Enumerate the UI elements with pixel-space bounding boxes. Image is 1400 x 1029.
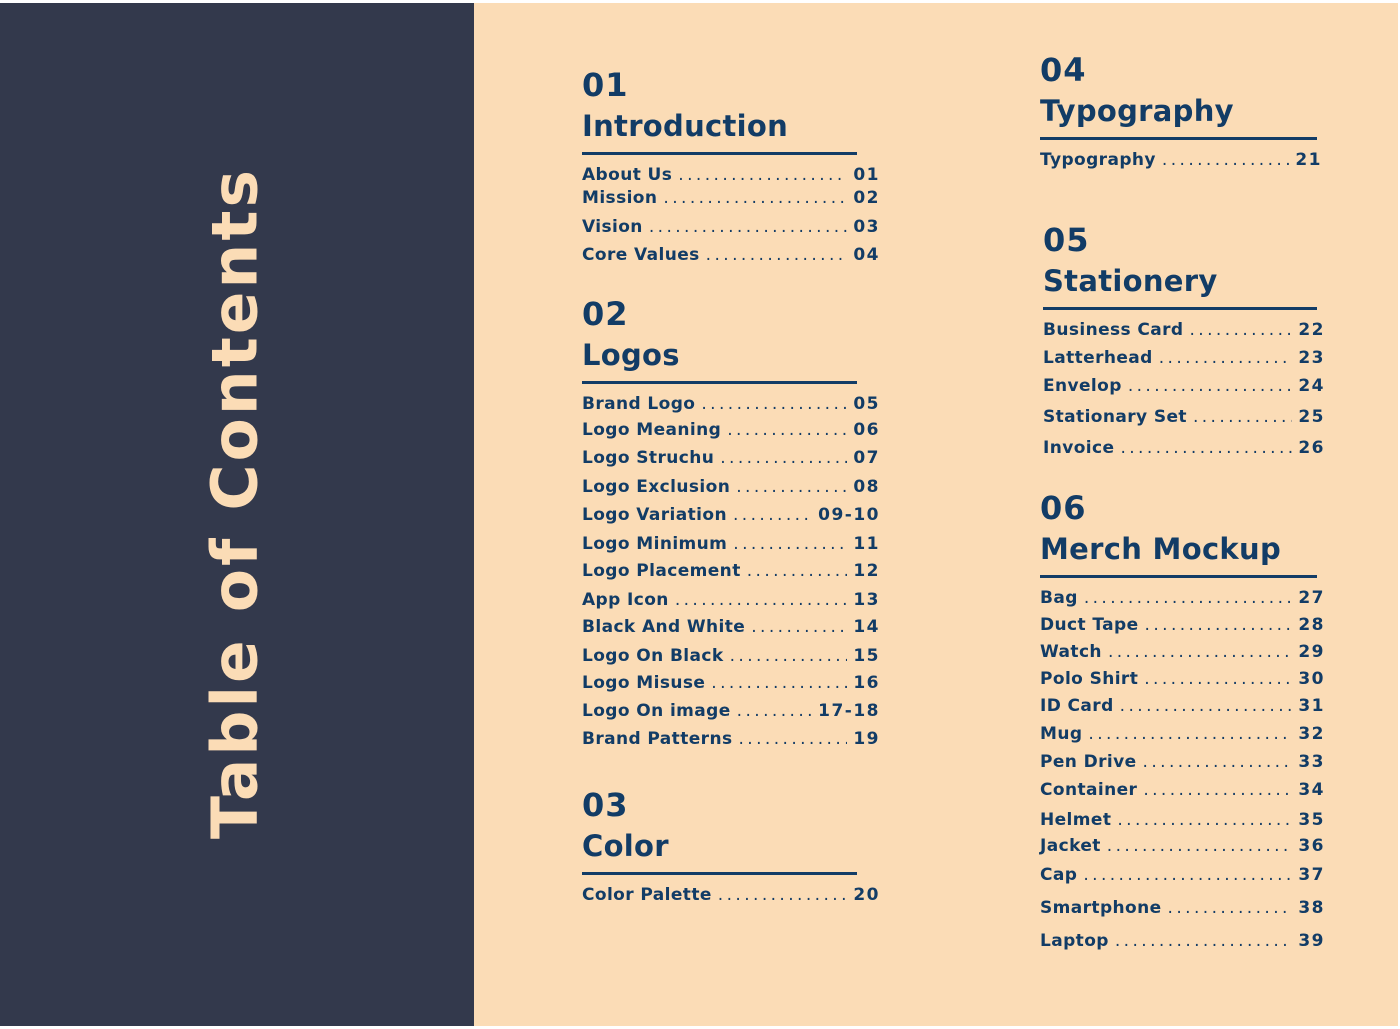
section-entries <box>582 165 880 273</box>
entry-page-number: 29 <box>1298 642 1325 662</box>
entry-label: Color Palette <box>582 885 712 905</box>
toc-entry <box>1040 642 1325 669</box>
toc-entry <box>1040 669 1325 696</box>
dot-leader <box>1128 376 1293 396</box>
dot-leader <box>1088 724 1292 744</box>
entry-page-number: 20 <box>853 885 880 905</box>
dot-leader <box>733 505 812 525</box>
entry-label: Black And White <box>582 617 746 637</box>
dot-leader <box>1143 752 1293 772</box>
toc-entry <box>582 477 880 505</box>
entry-page-number: 01 <box>853 165 880 185</box>
dot-leader <box>1145 615 1293 635</box>
toc-entry <box>1043 348 1325 376</box>
dot-leader <box>1108 642 1292 662</box>
entry-page-number: 12 <box>853 561 880 581</box>
section-title: Stationery <box>1043 264 1218 298</box>
entry-label: Logo Meaning <box>582 420 722 440</box>
section-title: Typography <box>1040 94 1234 128</box>
toc-entry <box>1043 320 1325 348</box>
toc-entry <box>582 534 880 561</box>
toc-entry <box>582 165 880 188</box>
section-number: 01 <box>582 66 629 104</box>
dot-leader <box>733 534 847 554</box>
entry-label: Cap <box>1040 865 1078 885</box>
dot-leader <box>675 590 848 610</box>
dot-leader <box>747 561 848 581</box>
section-number: 03 <box>582 786 629 824</box>
entry-label: ID Card <box>1040 696 1114 716</box>
entry-label: Brand Logo <box>582 394 696 414</box>
section-title: Merch Mockup <box>1040 532 1282 566</box>
entry-label: Logo Minimum <box>582 534 728 554</box>
entry-label: Envelop <box>1043 376 1122 396</box>
section-entries <box>582 885 880 911</box>
entry-page-number: 34 <box>1298 780 1325 800</box>
toc-entry <box>1040 752 1325 780</box>
toc-entry <box>582 420 880 448</box>
entry-page-number: 36 <box>1298 836 1325 856</box>
dot-leader <box>1117 810 1292 830</box>
section-divider <box>582 152 857 155</box>
entry-label: Core Values <box>582 245 700 265</box>
entry-label: Logo On image <box>582 701 731 721</box>
dot-leader <box>701 394 847 414</box>
entry-label: Logo Misuse <box>582 673 706 693</box>
toc-entry <box>1040 780 1325 810</box>
entry-page-number: 11 <box>853 534 880 554</box>
toc-entry <box>1040 865 1325 898</box>
entry-label: Vision <box>582 217 643 237</box>
section-typography <box>1040 51 1322 176</box>
toc-entry <box>582 561 880 590</box>
section-entries <box>582 394 880 757</box>
dot-leader <box>718 885 848 905</box>
entry-page-number: 23 <box>1298 348 1325 368</box>
entry-page-number: 08 <box>853 477 880 497</box>
toc-entry <box>1043 438 1325 468</box>
toc-entry <box>582 673 880 701</box>
section-stationery <box>1043 221 1325 468</box>
dot-leader <box>663 188 847 208</box>
entry-label: Mission <box>582 188 658 208</box>
entry-page-number: 04 <box>853 245 880 265</box>
dot-leader <box>711 673 847 693</box>
dot-leader <box>1190 320 1293 340</box>
toc-page <box>0 3 1398 1026</box>
dot-leader <box>738 729 847 749</box>
dot-leader <box>1144 669 1292 689</box>
section-title: Color <box>582 829 669 863</box>
section-number: 06 <box>1040 489 1087 527</box>
entry-label: Bag <box>1040 588 1078 608</box>
entry-page-number: 27 <box>1298 588 1325 608</box>
entry-label: Logo On Black <box>582 646 724 666</box>
entry-label: Laptop <box>1040 931 1109 951</box>
dot-leader <box>736 477 847 497</box>
section-introduction <box>582 66 880 273</box>
dot-leader <box>1107 836 1293 856</box>
entry-page-number: 24 <box>1298 376 1325 396</box>
section-divider <box>1043 307 1317 310</box>
entry-label: Invoice <box>1043 438 1115 458</box>
dot-leader <box>727 420 847 440</box>
entry-page-number: 33 <box>1298 752 1325 772</box>
entry-label: Mug <box>1040 724 1083 744</box>
entry-page-number: 21 <box>1295 150 1322 170</box>
toc-entry <box>582 448 880 477</box>
entry-label: App Icon <box>582 590 669 610</box>
toc-entry <box>582 188 880 217</box>
toc-entry <box>1040 150 1322 176</box>
toc-entry <box>582 590 880 617</box>
entry-label: About Us <box>582 165 673 185</box>
toc-entry <box>1040 696 1325 724</box>
entry-page-number: 38 <box>1298 898 1325 918</box>
entry-page-number: 30 <box>1298 669 1325 689</box>
entry-page-number: 15 <box>853 646 880 666</box>
entry-page-number: 13 <box>853 590 880 610</box>
entry-label: Pen Drive <box>1040 752 1137 772</box>
entry-page-number: 16 <box>853 673 880 693</box>
toc-entry <box>1040 615 1325 642</box>
section-divider <box>1040 575 1317 578</box>
entry-label: Watch <box>1040 642 1102 662</box>
toc-entry <box>582 617 880 646</box>
entry-label: Helmet <box>1040 810 1112 830</box>
toc-entry <box>1040 724 1325 752</box>
dot-leader <box>1083 865 1292 885</box>
toc-entry <box>1040 810 1325 836</box>
dot-leader <box>1143 780 1292 800</box>
section-entries <box>1043 320 1325 468</box>
dot-leader <box>730 646 848 666</box>
entry-page-number: 26 <box>1298 438 1325 458</box>
entry-page-number: 09-10 <box>818 505 880 525</box>
toc-entry <box>1040 588 1325 615</box>
entry-label: Logo Struchu <box>582 448 715 468</box>
toc-entry <box>1040 931 1325 963</box>
section-entries <box>1040 588 1325 963</box>
entry-label: Typography <box>1040 150 1156 170</box>
toc-entry <box>582 885 880 911</box>
entry-page-number: 39 <box>1298 931 1325 951</box>
toc-entry <box>582 646 880 673</box>
section-divider <box>582 872 857 875</box>
toc-entry <box>1040 898 1325 931</box>
entry-label: Duct Tape <box>1040 615 1139 635</box>
section-divider <box>582 381 857 384</box>
entry-page-number: 28 <box>1298 615 1325 635</box>
entry-page-number: 35 <box>1298 810 1325 830</box>
entry-page-number: 14 <box>853 617 880 637</box>
section-entries <box>1040 150 1322 176</box>
toc-entry <box>582 394 880 420</box>
dot-leader <box>1120 438 1292 458</box>
section-number: 02 <box>582 295 629 333</box>
dot-leader <box>1162 150 1289 170</box>
dot-leader <box>737 701 812 721</box>
entry-label: Logo Placement <box>582 561 741 581</box>
entry-label: Logo Exclusion <box>582 477 731 497</box>
dot-leader <box>649 217 848 237</box>
dot-leader <box>678 165 847 185</box>
entry-page-number: 02 <box>853 188 880 208</box>
dot-leader <box>1159 348 1293 368</box>
entry-page-number: 07 <box>853 448 880 468</box>
toc-entry <box>582 245 880 273</box>
entry-label: Polo Shirt <box>1040 669 1139 689</box>
entry-page-number: 25 <box>1298 407 1325 427</box>
toc-entry <box>1043 407 1325 438</box>
toc-entry <box>1043 376 1325 407</box>
entry-label: Latterhead <box>1043 348 1153 368</box>
entry-page-number: 37 <box>1298 865 1325 885</box>
title-panel <box>0 3 474 1026</box>
entry-page-number: 32 <box>1298 724 1325 744</box>
entry-label: Container <box>1040 780 1138 800</box>
dot-leader <box>706 245 848 265</box>
dot-leader <box>1120 696 1293 716</box>
entry-label: Jacket <box>1040 836 1101 856</box>
entry-label: Logo Variation <box>582 505 727 525</box>
section-divider <box>1040 137 1317 140</box>
toc-entry <box>582 701 880 729</box>
dot-leader <box>720 448 847 468</box>
entry-page-number: 06 <box>853 420 880 440</box>
toc-entry <box>582 505 880 534</box>
toc-entry <box>582 217 880 245</box>
entry-label: Smartphone <box>1040 898 1162 918</box>
entry-page-number: 19 <box>853 729 880 749</box>
entry-page-number: 03 <box>853 217 880 237</box>
section-title: Logos <box>582 338 680 372</box>
entry-page-number: 17-18 <box>818 701 880 721</box>
section-merch-mockup <box>1040 489 1325 963</box>
entry-label: Business Card <box>1043 320 1184 340</box>
dot-leader <box>1168 898 1293 918</box>
page-title: Table of Contents <box>198 166 272 840</box>
section-number: 05 <box>1043 221 1090 259</box>
section-color <box>582 786 880 911</box>
section-logos <box>582 295 880 757</box>
entry-page-number: 22 <box>1298 320 1325 340</box>
section-title: Introduction <box>582 109 789 143</box>
section-number: 04 <box>1040 51 1087 89</box>
dot-leader <box>1115 931 1292 951</box>
entry-page-number: 05 <box>853 394 880 414</box>
dot-leader <box>751 617 847 637</box>
dot-leader <box>1193 407 1292 427</box>
dot-leader <box>1084 588 1293 608</box>
toc-entry <box>1040 836 1325 865</box>
toc-entry <box>582 729 880 757</box>
entry-label: Brand Patterns <box>582 729 733 749</box>
entry-label: Stationary Set <box>1043 407 1187 427</box>
entry-page-number: 31 <box>1298 696 1325 716</box>
